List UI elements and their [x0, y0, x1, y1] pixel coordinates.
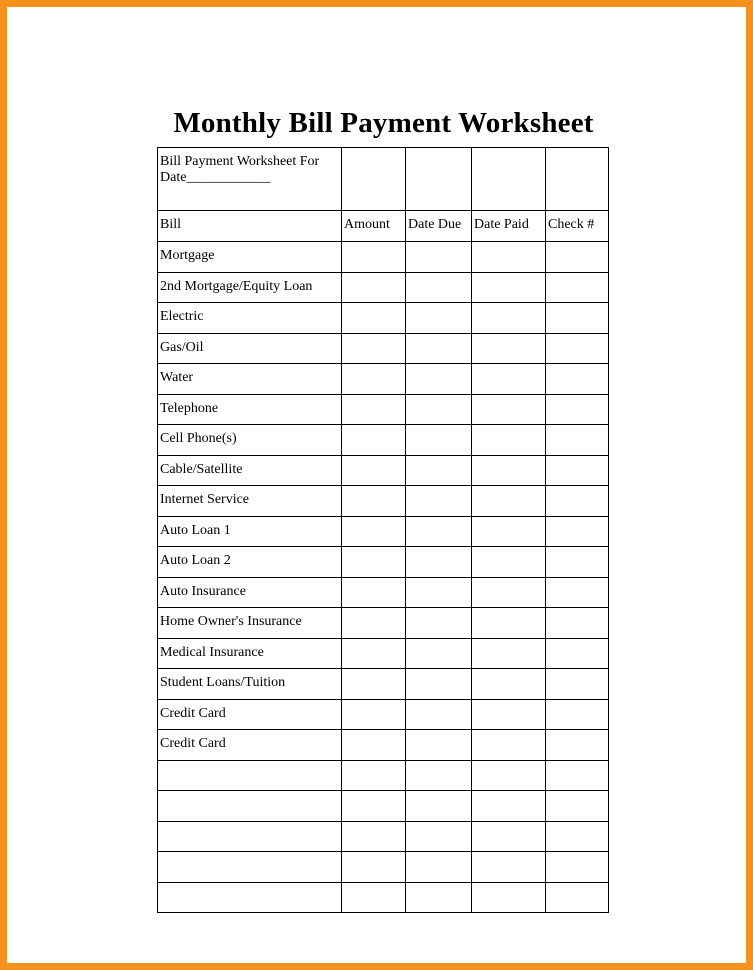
check-number-cell [546, 364, 609, 395]
date-paid-cell [472, 608, 546, 639]
date-paid-cell [472, 852, 546, 883]
table-row [158, 455, 609, 486]
bill-worksheet-table [157, 147, 609, 913]
amount-cell [342, 638, 406, 669]
date-paid-cell [472, 486, 546, 517]
amount-cell [342, 608, 406, 639]
amount-cell [342, 486, 406, 517]
table-row [158, 882, 609, 913]
amount-cell [342, 364, 406, 395]
date-paid-cell [472, 394, 546, 425]
worksheet-header-line1: Bill Payment Worksheet For [160, 154, 320, 169]
date-paid-cell [472, 760, 546, 791]
date-due-cell [406, 760, 472, 791]
table-row [158, 577, 609, 608]
check-number-cell [546, 303, 609, 334]
table-row [158, 303, 609, 334]
check-number-cell [546, 638, 609, 669]
date-due-cell [406, 303, 472, 334]
column-header-date-paid: Date Paid [472, 211, 546, 242]
date-paid-cell [472, 364, 546, 395]
amount-cell [342, 272, 406, 303]
date-paid-cell [472, 333, 546, 364]
date-due-cell [406, 547, 472, 578]
table-row [158, 242, 609, 273]
header-blank-cell [546, 148, 609, 211]
date-paid-cell [472, 303, 546, 334]
amount-cell [342, 455, 406, 486]
header-blank-cell [342, 148, 406, 211]
table-row [158, 638, 609, 669]
bill-name-cell: Water [158, 364, 342, 395]
amount-cell [342, 425, 406, 456]
date-paid-cell [472, 577, 546, 608]
date-paid-cell [472, 272, 546, 303]
amount-cell [342, 852, 406, 883]
check-number-cell [546, 669, 609, 700]
bill-name-cell: Cell Phone(s) [158, 425, 342, 456]
column-header-row [158, 211, 609, 242]
amount-cell [342, 699, 406, 730]
check-number-cell [546, 852, 609, 883]
amount-cell [342, 730, 406, 761]
date-paid-cell [472, 730, 546, 761]
table-row [158, 486, 609, 517]
date-due-cell [406, 242, 472, 273]
check-number-cell [546, 394, 609, 425]
bill-name-cell: Electric [158, 303, 342, 334]
bill-name-cell: Telephone [158, 394, 342, 425]
date-due-cell [406, 852, 472, 883]
date-due-cell [406, 455, 472, 486]
table-row [158, 669, 609, 700]
bill-name-cell [158, 821, 342, 852]
check-number-cell [546, 425, 609, 456]
amount-cell [342, 242, 406, 273]
check-number-cell [546, 882, 609, 913]
amount-cell [342, 333, 406, 364]
bill-name-cell: Internet Service [158, 486, 342, 517]
date-due-cell [406, 364, 472, 395]
column-header-date-due: Date Due [406, 211, 472, 242]
amount-cell [342, 547, 406, 578]
page-title: Monthly Bill Payment Worksheet [173, 107, 594, 139]
check-number-cell [546, 455, 609, 486]
bill-name-cell: Gas/Oil [158, 333, 342, 364]
check-number-cell [546, 821, 609, 852]
amount-cell [342, 394, 406, 425]
table-row [158, 516, 609, 547]
check-number-cell [546, 333, 609, 364]
date-due-cell [406, 333, 472, 364]
amount-cell [342, 821, 406, 852]
bill-name-cell: Home Owner's Insurance [158, 608, 342, 639]
amount-cell [342, 669, 406, 700]
bill-name-cell [158, 791, 342, 822]
bill-name-cell [158, 760, 342, 791]
date-paid-cell [472, 882, 546, 913]
table-row [158, 821, 609, 852]
date-paid-cell [472, 791, 546, 822]
table-row [158, 791, 609, 822]
check-number-cell [546, 608, 609, 639]
table-row [158, 394, 609, 425]
bill-name-cell [158, 882, 342, 913]
table-row [158, 608, 609, 639]
table-row [158, 547, 609, 578]
bill-name-cell: Student Loans/Tuition [158, 669, 342, 700]
header-blank-cell [406, 148, 472, 211]
check-number-cell [546, 486, 609, 517]
check-number-cell [546, 516, 609, 547]
date-due-cell [406, 669, 472, 700]
amount-cell [342, 882, 406, 913]
date-due-cell [406, 394, 472, 425]
bill-name-cell: Credit Card [158, 730, 342, 761]
date-due-cell [406, 577, 472, 608]
header-blank-cell [472, 148, 546, 211]
table-row [158, 333, 609, 364]
table-row [158, 425, 609, 456]
date-paid-cell [472, 425, 546, 456]
bill-name-cell: Auto Loan 2 [158, 547, 342, 578]
table-row [158, 699, 609, 730]
date-paid-cell [472, 821, 546, 852]
bill-name-cell: Mortgage [158, 242, 342, 273]
date-field: Date____________ [160, 170, 271, 185]
worksheet-header-row [158, 148, 609, 211]
amount-cell [342, 577, 406, 608]
date-paid-cell [472, 516, 546, 547]
check-number-cell [546, 242, 609, 273]
date-due-cell [406, 272, 472, 303]
bill-name-cell: Cable/Satellite [158, 455, 342, 486]
date-due-cell [406, 486, 472, 517]
check-number-cell [546, 547, 609, 578]
date-due-cell [406, 608, 472, 639]
date-due-cell [406, 638, 472, 669]
check-number-cell [546, 791, 609, 822]
date-due-cell [406, 425, 472, 456]
bill-name-cell: 2nd Mortgage/Equity Loan [158, 272, 342, 303]
check-number-cell [546, 272, 609, 303]
bill-name-cell: Medical Insurance [158, 638, 342, 669]
table-row [158, 852, 609, 883]
date-paid-cell [472, 638, 546, 669]
date-due-cell [406, 730, 472, 761]
column-header-bill: Bill [158, 211, 342, 242]
bill-name-cell: Auto Loan 1 [158, 516, 342, 547]
worksheet-header-cell [158, 148, 342, 211]
bill-name-cell: Auto Insurance [158, 577, 342, 608]
check-number-cell [546, 760, 609, 791]
date-paid-cell [472, 669, 546, 700]
table-row [158, 730, 609, 761]
date-due-cell [406, 791, 472, 822]
check-number-cell [546, 730, 609, 761]
date-paid-cell [472, 547, 546, 578]
column-header-check: Check # [546, 211, 609, 242]
amount-cell [342, 516, 406, 547]
amount-cell [342, 303, 406, 334]
amount-cell [342, 760, 406, 791]
date-paid-cell [472, 699, 546, 730]
column-header-amount: Amount [342, 211, 406, 242]
amount-cell [342, 791, 406, 822]
table-row [158, 760, 609, 791]
check-number-cell [546, 699, 609, 730]
date-due-cell [406, 699, 472, 730]
bill-name-cell [158, 852, 342, 883]
date-paid-cell [472, 455, 546, 486]
table-row [158, 272, 609, 303]
table-row [158, 364, 609, 395]
date-due-cell [406, 516, 472, 547]
date-due-cell [406, 882, 472, 913]
date-paid-cell [472, 242, 546, 273]
bill-name-cell: Credit Card [158, 699, 342, 730]
date-due-cell [406, 821, 472, 852]
check-number-cell [546, 577, 609, 608]
